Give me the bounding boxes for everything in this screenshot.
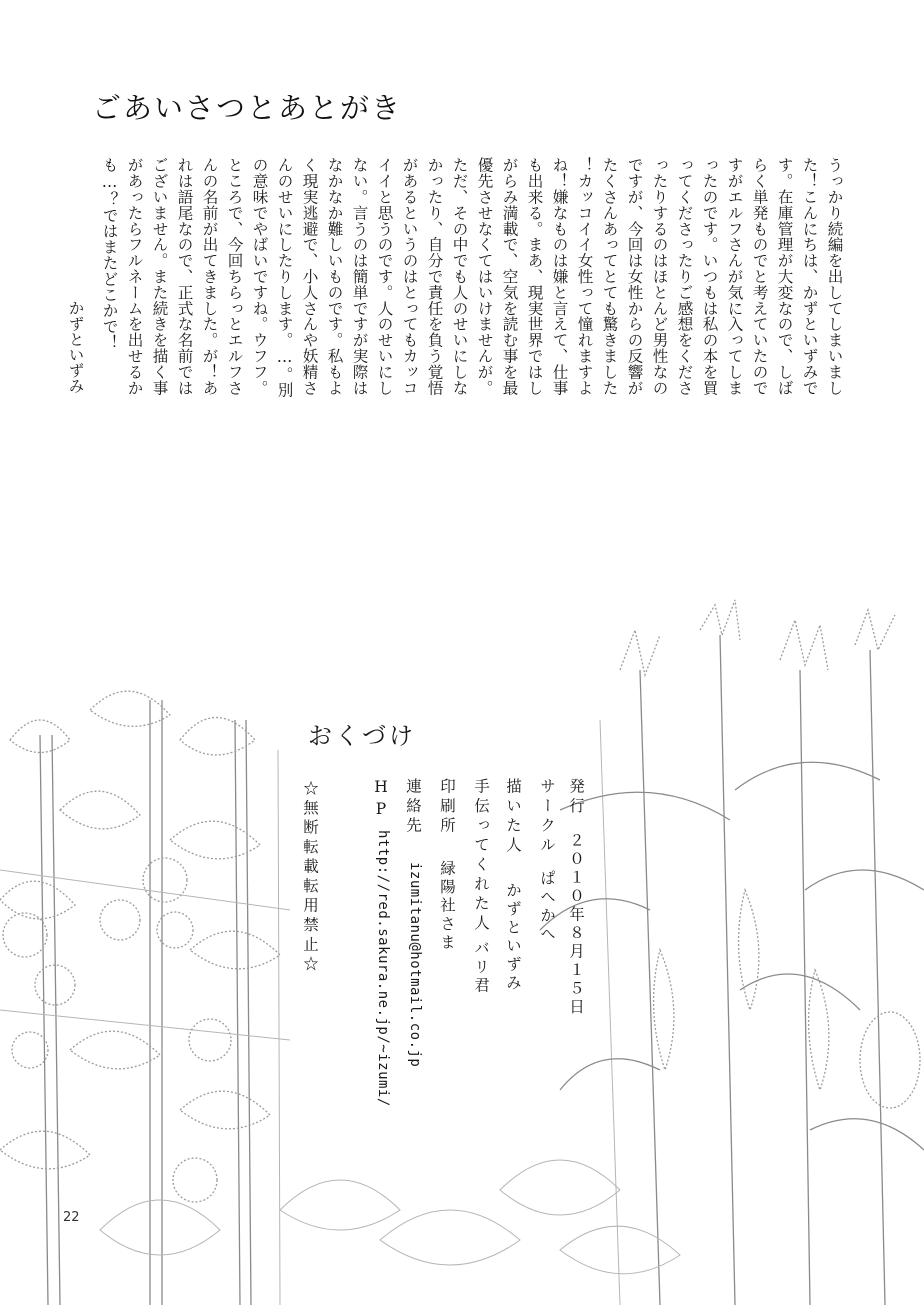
afterword-line: ない。言うのは簡単ですが実際は [350, 157, 369, 396]
corn-ear-shape [860, 1012, 920, 1108]
foliage-shape [100, 1200, 220, 1255]
corn-tassel-line [700, 600, 740, 640]
tomato-shape [3, 913, 47, 957]
afterword-line: かったり、自分で責任を負う覚悟 [425, 157, 444, 396]
afterword-line: た！こんにちは、かずといずみで [800, 157, 819, 396]
bamboo-pole-line [235, 720, 240, 1305]
colophon-label: 手伝ってくれた人 [472, 778, 490, 934]
trellis-line [0, 870, 290, 910]
corn-tassel-line [620, 630, 660, 675]
tomato-shape [189, 1019, 231, 1061]
corn-stalk-line [720, 635, 735, 1305]
afterword-line: があったらフルネームを出せるか [125, 157, 144, 396]
garden-illustration [0, 590, 924, 1305]
afterword-line: すがエルフさんが気に入ってしま [725, 157, 744, 396]
bamboo-pole-line [40, 735, 48, 1305]
corn-leaf-line [805, 870, 924, 890]
bamboo-pole-line [246, 720, 251, 1305]
afterword-line: んのせいにしたりします。…。別 [275, 157, 294, 398]
afterword-line: なかなか難しいものです。私もよ [325, 157, 344, 396]
afterword-line: ところで、今回ちらっとエルフさ [225, 157, 244, 396]
foliage-shape [560, 1226, 680, 1274]
leaf-shape [190, 931, 280, 969]
colophon-value: バリ君 [472, 940, 490, 996]
corn-leaf-line [735, 762, 880, 790]
afterword-line: も…？ではまたどこかで！ [100, 157, 119, 351]
leaf-shape [180, 718, 255, 756]
afterword-line: ございません。また続きを描く事 [150, 157, 169, 396]
afterword-line: ですが、今回は女性からの反響が [625, 157, 644, 396]
leaf-shape [90, 691, 170, 726]
author-signature: かずといずみ [66, 300, 85, 394]
colophon-title: おくづけ [308, 722, 416, 750]
afterword-line: の意味でやばいですね。ウフフ。 [250, 157, 269, 396]
colophon-value: ２０１０年８月１５日 [567, 832, 585, 1017]
bamboo-pole-line [52, 735, 60, 1305]
colophon-label: 印刷所 [438, 778, 456, 837]
leaf-shape [180, 1091, 270, 1129]
leaf-shape [70, 1031, 160, 1069]
afterword-line: も出来る。まあ、現実世界ではし [525, 157, 544, 396]
afterword-title: ごあいさつとあとがき [92, 91, 403, 125]
corn-leaf-line [810, 1119, 924, 1150]
afterword-line: ね！嫌なものは嫌と言えて、仕事 [550, 157, 569, 396]
afterword-line: す。在庫管理が大変なので、しば [775, 157, 794, 396]
afterword-line: があるというのはとってもカッコ [400, 157, 419, 396]
afterword-line: れは語尾なので、正式な名前では [175, 157, 194, 396]
foliage-shape [380, 1210, 520, 1265]
colophon-label: サークル [538, 778, 556, 856]
corn-stalk-line [600, 720, 620, 1305]
corn-ear-shape [739, 890, 759, 1010]
afterword-line: ったのです。いつもは私の本を買 [700, 157, 719, 396]
foliage-shape [280, 1180, 400, 1230]
colophon-label: 発行 [567, 778, 585, 817]
afterword-line: んの名前が出てきました。が！あ [200, 157, 219, 396]
no-reproduction-notice: ☆無断転載転用禁止☆ [301, 780, 319, 975]
leaf-shape [0, 881, 75, 919]
foliage-shape [500, 1160, 620, 1215]
afterword-line: ってくださったりご感想をくださ [675, 157, 694, 396]
tomato-shape [12, 1032, 48, 1068]
tomato-shape [100, 900, 140, 940]
colophon-value: 緑陽社さま [438, 860, 456, 953]
afterword-line: ただ、その中でも人のせいにしな [450, 157, 469, 396]
leaf-shape [60, 791, 140, 829]
afterword-line: たくさんあってとても驚きました [600, 157, 619, 396]
corn-stalk-line [870, 650, 885, 1305]
afterword-line: がらみ満載で、空気を読む事を最 [500, 157, 519, 396]
corn-stalk-line [640, 670, 660, 1305]
corn-ear-shape [654, 950, 674, 1070]
corn-tassel-line [855, 610, 895, 650]
colophon-label: 描いた人 [504, 778, 522, 856]
afterword-line: 優先させなくてはいけませんが。 [475, 157, 494, 396]
corn-tassel-line [780, 620, 828, 670]
corn-ear-shape [809, 970, 829, 1090]
colophon-label: HP [372, 778, 390, 822]
afterword-line: イイと思うのです。人のせいにし [375, 157, 394, 396]
afterword-line: ったりするのはほとんど男性なの [650, 157, 669, 396]
homepage-url: http://red.sakura.ne.jp/~izumi/ [375, 830, 391, 1107]
colophon-value: ぱへかへ [538, 870, 556, 944]
afterword-line: うっかり続編を出してしまいまし [825, 157, 844, 396]
corn-leaf-line [560, 1059, 660, 1090]
afterword-line: らく単発ものでと考えていたので [750, 157, 769, 396]
corn-leaf-line [740, 974, 860, 1010]
tomato-shape [173, 1158, 217, 1202]
bamboo-pole-line [278, 750, 280, 1305]
colophon-label: 連絡先 [404, 778, 422, 837]
afterword-line: ！カッコイイ女性って憧れますよ [575, 157, 594, 396]
corn-stalk-line [800, 670, 810, 1305]
page-number: 22 [63, 1210, 80, 1225]
contact-email: izumitanu@hotmail.co.jp [407, 862, 423, 1068]
afterword-line: く現実逃避で、小人さんや妖精さ [300, 157, 319, 396]
colophon-value: かずといずみ [504, 882, 522, 993]
